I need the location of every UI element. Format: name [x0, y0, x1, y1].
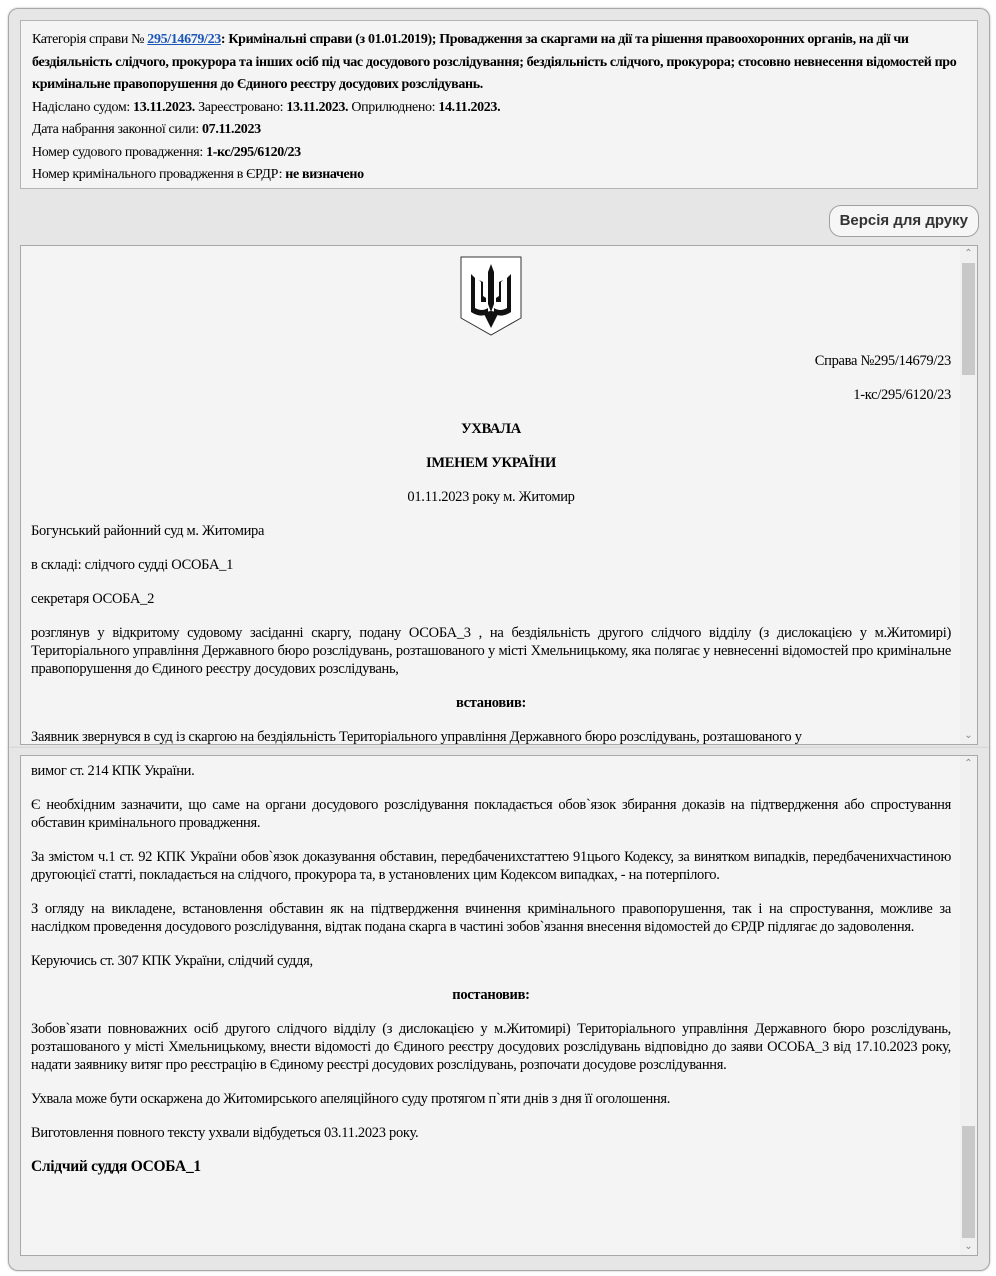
case-info [20, 20, 978, 189]
case-number: Справа №295/14679/23 [814, 353, 951, 369]
section-heading: встановив: [455, 695, 527, 711]
paragraph: Керуючись ст. 307 КПК України, слідчий суддя, [31, 953, 313, 969]
paragraph: вимог ст. 214 КПК України. [31, 763, 195, 779]
paragraph: Зобов`язати повноважних осіб другого слідчого відділу (з дислокацією у м.Житомирі) Територіального управління Державного бюро розслідувань, розташованого у місті Хмельницькому, внести відомості до Єдиного реєстру досудових розслідувань відповідно до заяви ОСОБА_3 від 17.10.2023 року, надати заявнику витяг про реєстрацію в Єдиному реєстрі досудових розслідувань, розпочати досудове розслідування. [31, 1021, 951, 1073]
chevron-up-icon[interactable]: ⌃ [964, 758, 973, 769]
case-category: Категорія справи № 295/14679/23: Кримінальні справи (з 01.01.2019); Провадження за скаргами на дії та рішення правоохоронних органів, на дії чи бездіяльність слідчого, прокурора та інших осіб під час досудового розслідування; бездіяльність слідчого, прокурора; стосовно невнесення відомостей про кримінальне правопорушення до Єдиного реєстру досудових розслідувань. [32, 32, 957, 92]
paragraph: Є необхідним зазначити, що саме на органи досудового розслідування покладається обов`язок збирання доказів на підтвердження або спростування обставин кримінального провадження. [31, 797, 951, 831]
date-place: 01.11.2023 року м. Житомир [407, 489, 575, 505]
document-frame-top[interactable] [20, 245, 978, 745]
paragraph: розглянув у відкритому судовому засіданні скаргу, подану ОСОБА_3 , на бездіяльність другого слідчого відділу (з дислокацією у м.Житомирі) Територіального управління Державного бюро розслідувань, розташованого у місті Хмельницькому, яка полягає у невнесенні відомостей про кримінальне правопорушення до Єдиного реєстру досудових розслідувань, [31, 625, 951, 677]
document-content [31, 762, 951, 1192]
secretary: секретаря ОСОБА_2 [31, 591, 155, 607]
print-version-button[interactable]: Версія для друку [829, 205, 979, 237]
section-heading: постановив: [452, 987, 530, 1003]
document-content [31, 256, 951, 745]
document-frame-bottom[interactable] [20, 755, 978, 1256]
effective-date: Дата набрання законної сили: 07.11.2023 [32, 122, 261, 137]
scrollbar[interactable] [960, 246, 977, 744]
paragraph: З огляду на викладене, встановлення обставин як на підтвердження вчинення кримінального правопорушення, так і на спростування, можливе за наслідком проведення досудового розслідування, відтак подана скарга в частині зобов`язання внесення відомостей до ЄРДР підлягає до задоволення. [31, 901, 951, 935]
document-title: УХВАЛА [461, 421, 521, 437]
erdr-number: Номер кримінального провадження в ЄРДР: не визначено [32, 167, 364, 182]
proceeding-number-doc: 1-кс/295/6120/23 [853, 387, 951, 403]
court-name: Богунський районний суд м. Житомира [31, 523, 265, 539]
paragraph: Заявник звернувся в суд із скаргою на бездіяльність Територіального управління Державного бюро розслідувань, розташованого у [31, 729, 802, 745]
proceeding-number: Номер судового провадження: 1-кс/295/6120/23 [32, 144, 301, 160]
chevron-up-icon[interactable]: ⌃ [964, 248, 973, 259]
case-dates: Надіслано судом: 13.11.2023. Зареєстровано: 13.11.2023. Оприлюднено: 14.11.2023. [32, 99, 501, 115]
paragraph: За змістом ч.1 ст. 92 КПК України обов`язок доказування обставин, передбаченихстаттею 91цього Кодексу, за винятком випадків, передбаченихчастиною другоюцієї статті, покладається на слідчого, прокурора та, в установлених цим Кодексом випадках, - на потерпілого. [31, 849, 951, 883]
chevron-down-icon[interactable]: ⌄ [964, 1241, 973, 1252]
paragraph: Виготовлення повного тексту ухвали відбудеться 03.11.2023 року. [31, 1125, 419, 1141]
scrollbar-thumb[interactable] [962, 1126, 975, 1238]
case-panel-bottom [8, 748, 990, 1271]
scrollbar[interactable] [960, 756, 977, 1255]
judge-signature: Слідчий суддя ОСОБА_1 [31, 1158, 201, 1175]
case-panel-top [8, 8, 990, 749]
coat-of-arms-icon [460, 256, 522, 336]
chevron-down-icon[interactable]: ⌄ [964, 730, 973, 741]
document-subtitle: ІМЕНЕМ УКРАЇНИ [426, 455, 556, 471]
paragraph: Ухвала може бути оскаржена до Житомирського апеляційного суду протягом п`яти днів з дня її оголошення. [31, 1091, 671, 1107]
scrollbar-thumb[interactable] [962, 263, 975, 375]
case-number-link[interactable]: 295/14679/23 [147, 32, 221, 47]
composition: в складі: слідчого судді ОСОБА_1 [31, 557, 234, 573]
